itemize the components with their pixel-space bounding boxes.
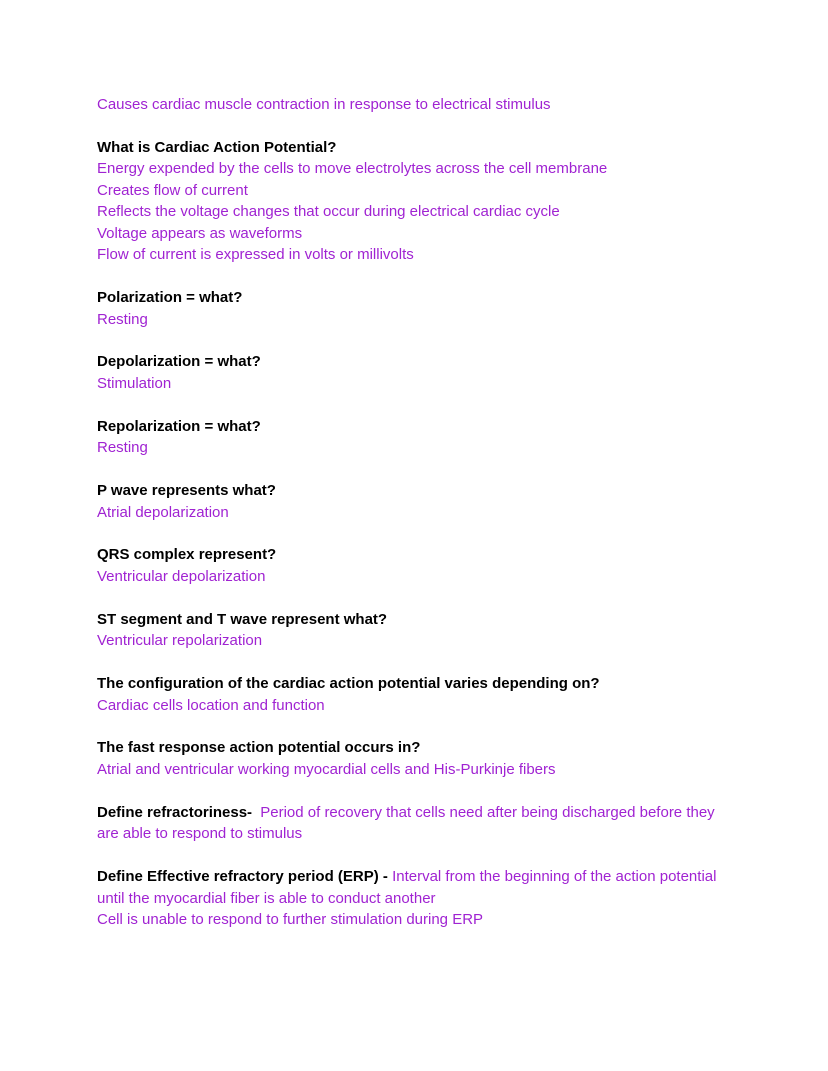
answer-line: Cell is unable to respond to further stimulation during ERP	[97, 911, 484, 929]
question-text: P wave represents what?	[97, 482, 276, 500]
answer-inline: Period of recovery that cells need after being discharged before they are able to respond to stimulus	[97, 803, 715, 843]
answer-inline: Interval from the beginning of the action potential until the myocardial fiber is able to conduct another	[97, 868, 717, 907]
answer-line: Resting	[97, 310, 148, 328]
qa-block-cardiac-action-potential	[97, 137, 733, 266]
qa-block-repolarization	[97, 416, 733, 459]
question-text: Polarization = what?	[97, 289, 243, 307]
answer-line: Cardiac cells location and function	[97, 696, 325, 714]
answer-line: Causes cardiac muscle contraction in response to electrical stimulus	[97, 96, 551, 113]
answer-line: Atrial depolarization	[97, 503, 229, 521]
qa-block-depolarization	[97, 351, 733, 394]
answer-line: Reflects the voltage changes that occur during electrical cardiac cycle	[97, 203, 560, 221]
answer-line: Energy expended by the cells to move electrolytes across the cell membrane	[97, 160, 608, 178]
question-text: QRS complex represent?	[97, 546, 277, 564]
qa-block-configuration	[97, 673, 733, 716]
question-text: Define Effective refractory period (ERP) -	[97, 868, 388, 886]
answer-line: Atrial and ventricular working myocardial cells and His-Purkinje fibers	[97, 760, 556, 778]
answer-line: Ventricular repolarization	[97, 632, 263, 650]
qa-block-polarization	[97, 287, 733, 330]
answer-line: Stimulation	[97, 374, 172, 392]
qa-block-refractoriness	[97, 802, 733, 845]
qa-block-fast-response	[97, 737, 733, 780]
answer-line: Voltage appears as waveforms	[97, 224, 303, 242]
qa-block-qrs-complex	[97, 544, 733, 587]
answer-line: Flow of current is expressed in volts or millivolts	[97, 246, 414, 264]
question-text: Define refractoriness-	[97, 803, 253, 821]
question-text: Depolarization = what?	[97, 353, 261, 371]
answer-line: Resting	[97, 439, 148, 457]
question-text: Repolarization = what?	[97, 417, 261, 435]
answer-paragraph-contraction	[97, 94, 733, 115]
question-text: What is Cardiac Action Potential?	[97, 138, 337, 156]
answer-line: Creates flow of current	[97, 181, 248, 199]
qa-block-st-segment-t-wave	[97, 609, 733, 652]
answer-line: Ventricular depolarization	[97, 567, 266, 585]
question-text: The fast response action potential occurs in?	[97, 739, 421, 757]
question-text: The configuration of the cardiac action potential varies depending on?	[97, 675, 600, 693]
question-text: ST segment and T wave represent what?	[97, 610, 388, 628]
qa-block-erp	[97, 866, 733, 930]
qa-block-p-wave	[97, 480, 733, 523]
